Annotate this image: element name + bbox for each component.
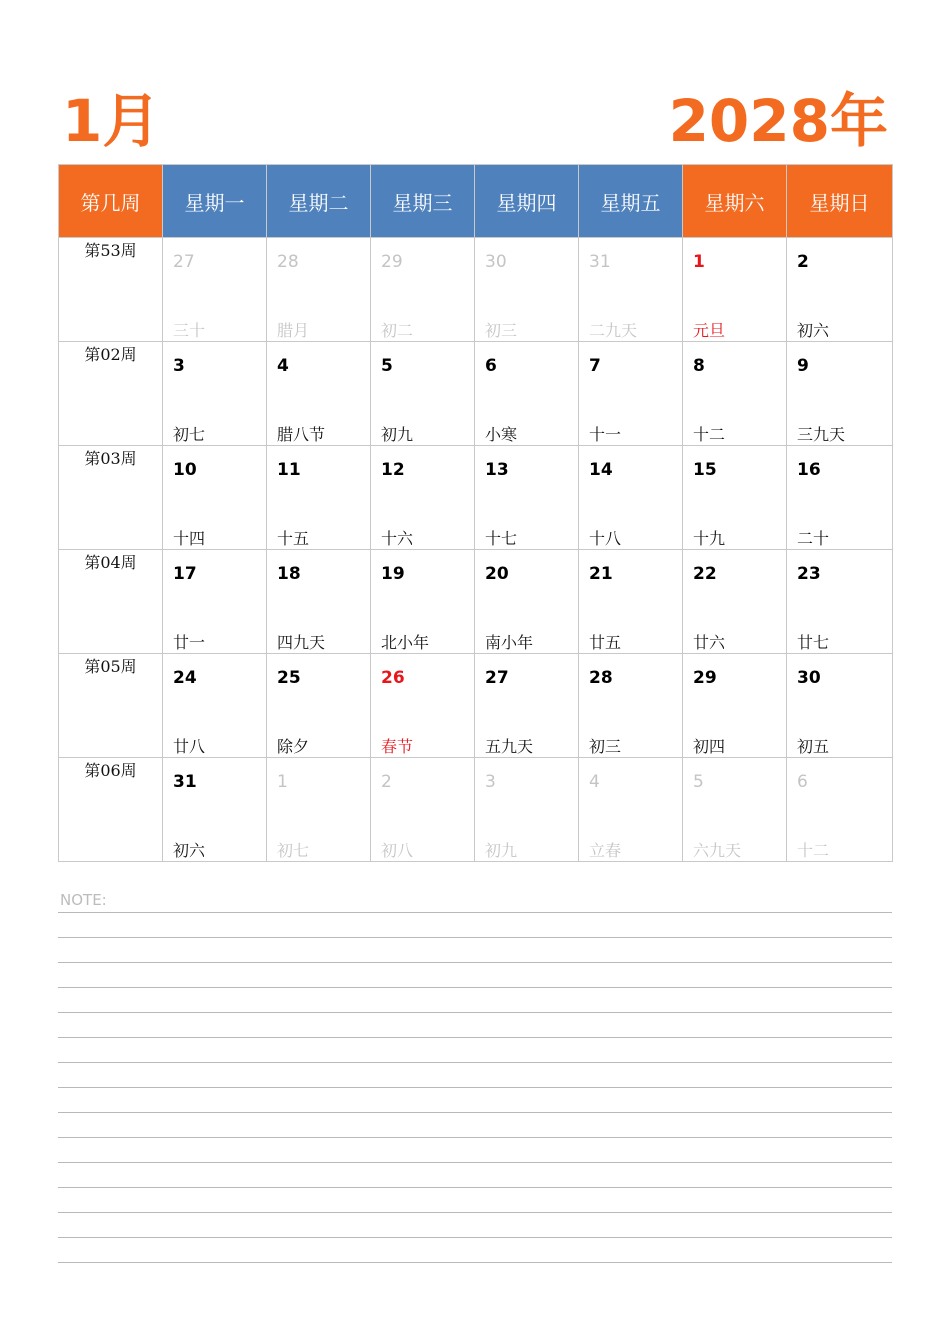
lunar-date: 廿五 <box>589 633 622 652</box>
lunar-date: 腊月 <box>277 321 310 340</box>
day-number: 12 <box>381 460 405 480</box>
lunar-date: 元旦 <box>693 321 726 340</box>
calendar-grid <box>58 164 893 862</box>
lunar-date: 三十 <box>173 321 206 340</box>
day-cell[interactable] <box>579 654 683 758</box>
day-number: 8 <box>693 356 705 376</box>
day-cell[interactable] <box>371 550 475 654</box>
day-number: 20 <box>485 564 509 584</box>
day-cell[interactable] <box>683 446 787 550</box>
day-cell[interactable] <box>267 238 371 342</box>
day-number: 21 <box>589 564 613 584</box>
lunar-date: 二十 <box>797 529 830 548</box>
note-line <box>58 1163 892 1188</box>
day-number: 4 <box>277 356 289 376</box>
day-cell[interactable] <box>163 550 267 654</box>
lunar-date: 六九天 <box>693 841 742 860</box>
day-cell[interactable] <box>267 654 371 758</box>
day-number: 22 <box>693 564 717 584</box>
day-number: 26 <box>381 668 405 688</box>
lunar-date: 初五 <box>797 737 830 756</box>
day-number: 13 <box>485 460 509 480</box>
note-lines <box>58 911 892 1263</box>
month-title: 1月 <box>62 87 161 155</box>
week-row <box>59 758 893 862</box>
day-cell[interactable] <box>579 550 683 654</box>
day-cell[interactable] <box>683 758 787 862</box>
day-number: 29 <box>381 252 403 272</box>
week-row <box>59 342 893 446</box>
week-number-label: 第04周 <box>59 550 163 654</box>
lunar-date: 北小年 <box>381 633 430 652</box>
day-number: 1 <box>693 252 705 272</box>
day-cell[interactable] <box>267 550 371 654</box>
lunar-date: 三九天 <box>797 425 846 444</box>
lunar-date: 四九天 <box>277 633 326 652</box>
week-number-label: 第05周 <box>59 654 163 758</box>
day-number: 9 <box>797 356 809 376</box>
day-cell[interactable] <box>787 342 893 446</box>
day-number: 3 <box>485 772 496 792</box>
day-number: 3 <box>173 356 185 376</box>
note-line <box>58 913 892 938</box>
week-number-label: 第03周 <box>59 446 163 550</box>
day-cell[interactable] <box>683 654 787 758</box>
day-number: 7 <box>589 356 601 376</box>
lunar-date: 春节 <box>381 737 414 756</box>
day-cell[interactable] <box>579 758 683 862</box>
day-cell[interactable] <box>475 550 579 654</box>
day-cell[interactable] <box>475 342 579 446</box>
lunar-date: 初七 <box>173 425 206 444</box>
day-number: 5 <box>381 356 393 376</box>
day-number: 28 <box>277 252 299 272</box>
day-number: 1 <box>277 772 288 792</box>
day-number: 31 <box>173 772 197 792</box>
note-line <box>58 1113 892 1138</box>
day-cell[interactable] <box>787 550 893 654</box>
calendar-header-row <box>59 165 893 238</box>
day-number: 11 <box>277 460 301 480</box>
lunar-date: 十九 <box>693 529 726 548</box>
week-row <box>59 550 893 654</box>
day-number: 30 <box>797 668 821 688</box>
lunar-date: 初六 <box>797 321 830 340</box>
day-cell[interactable] <box>787 758 893 862</box>
day-cell[interactable] <box>787 654 893 758</box>
lunar-date: 立春 <box>589 841 622 860</box>
day-number: 19 <box>381 564 405 584</box>
lunar-date: 廿六 <box>693 633 726 652</box>
day-number: 14 <box>589 460 613 480</box>
week-row <box>59 446 893 550</box>
day-number: 10 <box>173 460 197 480</box>
lunar-date: 十一 <box>589 425 622 444</box>
note-line <box>58 1138 892 1163</box>
week-number-label: 第53周 <box>59 238 163 342</box>
day-cell[interactable] <box>371 446 475 550</box>
note-line <box>58 1013 892 1038</box>
day-cell[interactable] <box>579 342 683 446</box>
note-line <box>58 963 892 988</box>
day-number: 31 <box>589 252 611 272</box>
week-number-label: 第06周 <box>59 758 163 862</box>
lunar-date: 廿八 <box>173 737 206 756</box>
note-line <box>58 1088 892 1113</box>
day-number: 27 <box>173 252 195 272</box>
lunar-date: 初七 <box>277 841 310 860</box>
lunar-date: 初四 <box>693 737 726 756</box>
day-number: 4 <box>589 772 600 792</box>
day-cell[interactable] <box>787 446 893 550</box>
day-cell[interactable] <box>475 238 579 342</box>
day-cell[interactable] <box>163 238 267 342</box>
day-number: 30 <box>485 252 507 272</box>
day-number: 18 <box>277 564 301 584</box>
day-number: 29 <box>693 668 717 688</box>
week-number-label: 第02周 <box>59 342 163 446</box>
note-line <box>58 1188 892 1213</box>
day-cell[interactable] <box>267 758 371 862</box>
day-cell[interactable] <box>787 238 893 342</box>
header-tuesday: 星期二 <box>267 165 371 238</box>
lunar-date: 腊八节 <box>277 425 326 444</box>
day-cell[interactable] <box>371 238 475 342</box>
note-line <box>58 1038 892 1063</box>
lunar-date: 十七 <box>485 529 518 548</box>
note-label: NOTE: <box>60 891 107 909</box>
day-number: 6 <box>485 356 497 376</box>
day-cell[interactable] <box>267 342 371 446</box>
header-friday: 星期五 <box>579 165 683 238</box>
note-line <box>58 1063 892 1088</box>
day-number: 28 <box>589 668 613 688</box>
lunar-date: 十八 <box>589 529 622 548</box>
year-title: 2028年 <box>668 87 888 155</box>
day-number: 24 <box>173 668 197 688</box>
day-cell[interactable] <box>683 342 787 446</box>
day-number: 27 <box>485 668 509 688</box>
lunar-date: 初九 <box>381 425 414 444</box>
day-number: 25 <box>277 668 301 688</box>
lunar-date: 十五 <box>277 529 310 548</box>
day-cell[interactable] <box>371 654 475 758</box>
lunar-date: 南小年 <box>485 633 534 652</box>
day-cell[interactable] <box>579 238 683 342</box>
day-cell[interactable] <box>475 654 579 758</box>
lunar-date: 初二 <box>381 321 414 340</box>
day-number: 16 <box>797 460 821 480</box>
lunar-date: 初八 <box>381 841 414 860</box>
day-cell[interactable] <box>163 758 267 862</box>
lunar-date: 初三 <box>589 737 622 756</box>
lunar-date: 五九天 <box>485 737 534 756</box>
header-sunday: 星期日 <box>787 165 893 238</box>
note-line <box>58 1213 892 1238</box>
lunar-date: 廿七 <box>797 633 830 652</box>
week-row <box>59 238 893 342</box>
day-cell[interactable] <box>683 238 787 342</box>
lunar-date: 十二 <box>797 841 830 860</box>
day-cell[interactable] <box>163 342 267 446</box>
note-line <box>58 988 892 1013</box>
header-week-column: 第几周 <box>59 165 163 238</box>
day-cell[interactable] <box>267 446 371 550</box>
day-number: 2 <box>797 252 809 272</box>
day-cell[interactable] <box>163 446 267 550</box>
lunar-date: 十四 <box>173 529 206 548</box>
lunar-date: 十六 <box>381 529 414 548</box>
lunar-date: 除夕 <box>277 737 310 756</box>
header-monday: 星期一 <box>163 165 267 238</box>
header-thursday: 星期四 <box>475 165 579 238</box>
week-row <box>59 654 893 758</box>
lunar-date: 廿一 <box>173 633 206 652</box>
day-number: 2 <box>381 772 392 792</box>
day-number: 6 <box>797 772 808 792</box>
day-cell[interactable] <box>475 758 579 862</box>
day-number: 23 <box>797 564 821 584</box>
lunar-date: 初六 <box>173 841 206 860</box>
day-cell[interactable] <box>475 446 579 550</box>
day-number: 15 <box>693 460 717 480</box>
day-cell[interactable] <box>163 654 267 758</box>
day-cell[interactable] <box>683 550 787 654</box>
header-saturday: 星期六 <box>683 165 787 238</box>
note-line <box>58 938 892 963</box>
lunar-date: 二九天 <box>589 321 638 340</box>
day-number: 5 <box>693 772 704 792</box>
lunar-date: 小寒 <box>485 425 518 444</box>
lunar-date: 初九 <box>485 841 518 860</box>
lunar-date: 十二 <box>693 425 726 444</box>
day-cell[interactable] <box>579 446 683 550</box>
lunar-date: 初三 <box>485 321 518 340</box>
day-cell[interactable] <box>371 758 475 862</box>
note-line <box>58 1238 892 1263</box>
header-wednesday: 星期三 <box>371 165 475 238</box>
day-cell[interactable] <box>371 342 475 446</box>
day-number: 17 <box>173 564 197 584</box>
